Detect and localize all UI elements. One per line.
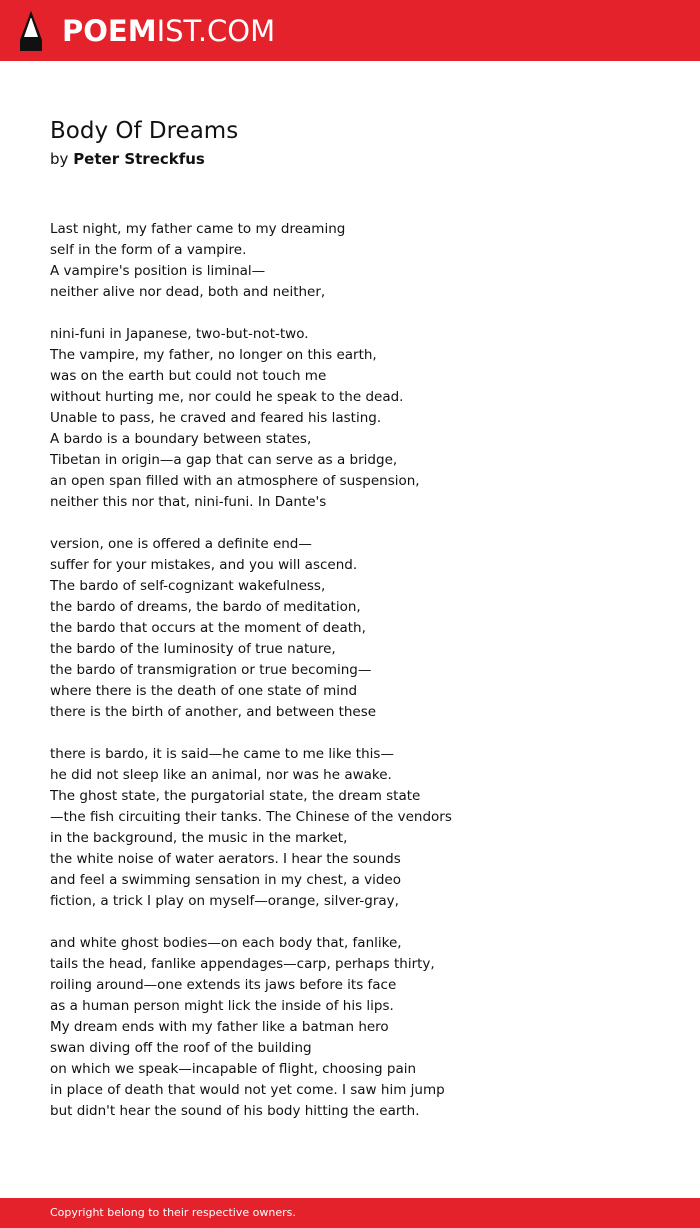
poem-line: but didn't hear the sound of his body hitting the earth.	[50, 1103, 420, 1119]
poem-line: and feel a swimming sensation in my chest, a video	[50, 872, 401, 888]
site-footer	[0, 1198, 700, 1228]
poem-line: on which we speak—incapable of flight, choosing pain	[50, 1061, 417, 1077]
copyright-text: Copyright belong to their respective owners.	[50, 1206, 296, 1219]
poem-author: Peter Streckfus	[73, 150, 205, 168]
poem-line: there is bardo, it is said—he came to me like this—	[50, 746, 394, 762]
poem-stanza	[50, 933, 650, 1122]
poem-line: A bardo is a boundary between states,	[50, 431, 312, 447]
poem-line: version, one is offered a definite end—	[50, 536, 312, 552]
poem-stanza	[50, 534, 650, 723]
poem-line: —the fish circuiting their tanks. The Chinese of the vendors	[50, 809, 452, 825]
poem-line: The vampire, my father, no longer on this earth,	[50, 347, 377, 363]
poem-line: neither this nor that, nini-funi. In Dante's	[50, 494, 327, 510]
poem-stanza	[50, 219, 650, 303]
poem-line: self in the form of a vampire.	[50, 242, 247, 258]
poem-line: My dream ends with my father like a batman hero	[50, 1019, 389, 1035]
poem-line: neither alive nor dead, both and neither,	[50, 284, 326, 300]
poem-line: he did not sleep like an animal, nor was he awake.	[50, 767, 392, 783]
site-logo-link[interactable]	[62, 12, 275, 50]
poem-line: Unable to pass, he craved and feared his lasting.	[50, 410, 382, 426]
poem-stanza	[50, 324, 650, 513]
poem-line: was on the earth but could not touch me	[50, 368, 327, 384]
poem-line: suffer for your mistakes, and you will ascend.	[50, 557, 358, 573]
poem-line: nini-funi in Japanese, two-but-not-two.	[50, 326, 309, 342]
poem-line: fiction, a trick I play on myself—orange, silver-gray,	[50, 893, 399, 909]
poem-line: as a human person might lick the inside of his lips.	[50, 998, 394, 1014]
poem-line: the white noise of water aerators. I hear the sounds	[50, 851, 401, 867]
poem-stanza	[50, 744, 650, 912]
poem-line: there is the birth of another, and between these	[50, 704, 377, 720]
poem-line: and white ghost bodies—on each body that, fanlike,	[50, 935, 402, 951]
poem-line: without hurting me, nor could he speak to the dead.	[50, 389, 404, 405]
poem-line: Last night, my father came to my dreaming	[50, 221, 346, 237]
poem-body	[50, 219, 650, 1143]
poem-line: where there is the death of one state of mind	[50, 683, 358, 699]
poem-line: the bardo that occurs at the moment of death,	[50, 620, 366, 636]
poem-line: Tibetan in origin—a gap that can serve as a bridge,	[50, 452, 398, 468]
poem-line: the bardo of the luminosity of true nature,	[50, 641, 336, 657]
poem-line: The bardo of self-cognizant wakefulness,	[50, 578, 326, 594]
pencil-tip-icon	[18, 10, 44, 52]
brand-light-text: IST.COM	[156, 14, 276, 48]
poem-line: A vampire's position is liminal—	[50, 263, 266, 279]
site-header	[0, 0, 700, 61]
poem-title: Body Of Dreams	[50, 118, 239, 144]
brand-bold-text: POEM	[62, 14, 157, 48]
poem-line: swan diving off the roof of the building	[50, 1040, 312, 1056]
poem-line: tails the head, fanlike appendages—carp, perhaps thirty,	[50, 956, 435, 972]
poem-line: The ghost state, the purgatorial state, the dream state	[50, 788, 421, 804]
poem-line: roiling around—one extends its jaws before its face	[50, 977, 397, 993]
by-label: by	[50, 150, 69, 168]
poem-line: in place of death that would not yet come. I saw him jump	[50, 1082, 445, 1098]
poem-line: an open span filled with an atmosphere of suspension,	[50, 473, 420, 489]
poem-line: in the background, the music in the market,	[50, 830, 348, 846]
poem-line: the bardo of transmigration or true becoming—	[50, 662, 372, 678]
poem-line: the bardo of dreams, the bardo of meditation,	[50, 599, 361, 615]
poem-byline	[50, 148, 205, 170]
